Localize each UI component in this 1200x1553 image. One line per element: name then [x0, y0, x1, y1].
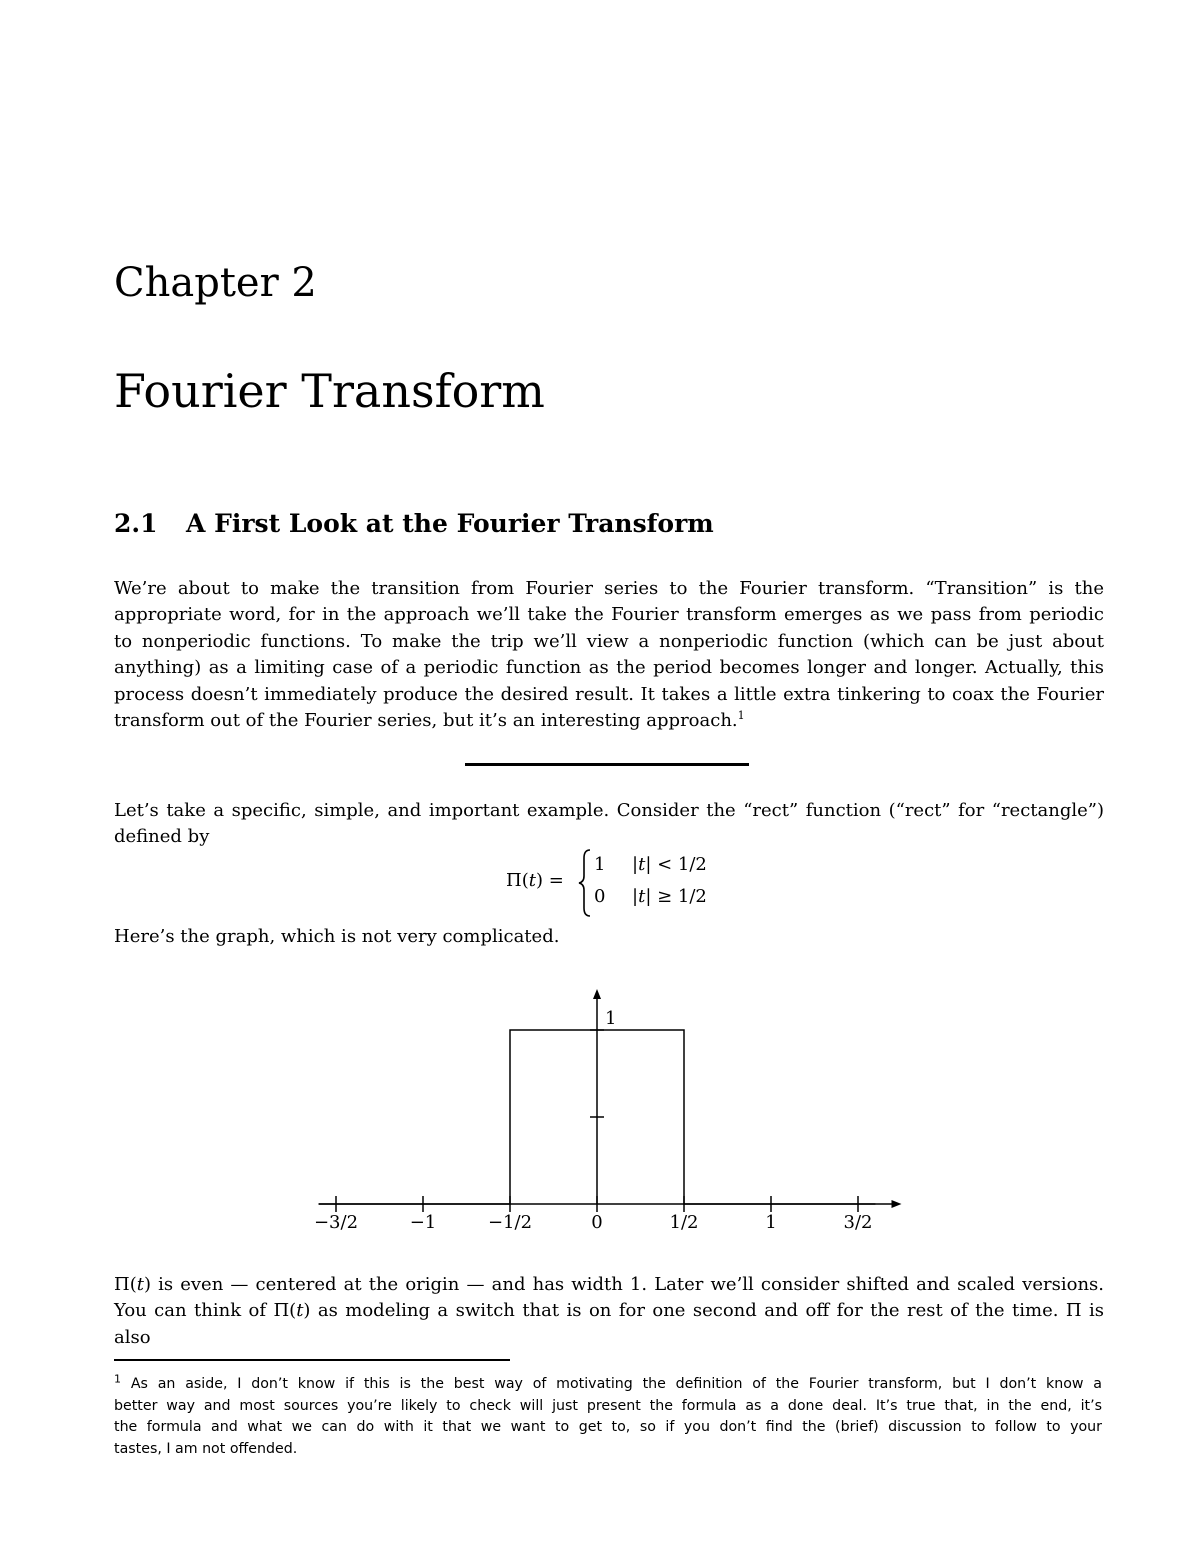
footnote [114, 1374, 1102, 1460]
footnote-mark: 1 [114, 1372, 121, 1386]
x-tick-label: 1 [765, 1212, 777, 1233]
equation-case-row [594, 886, 707, 907]
paragraph-line [114, 708, 1104, 734]
rect-function-chart [0, 975, 1200, 1245]
paragraph-line: to nonperiodic functions. To make the trip we’ll view a nonperiodic function (which can be just about [114, 630, 1104, 652]
x-tick-label: −1 [409, 1212, 437, 1233]
case-value: 0 [594, 886, 606, 907]
rect-equation [506, 848, 746, 918]
footnote-line [114, 1374, 1102, 1396]
paragraph-line: defined by [114, 826, 210, 848]
x-tick-label: −3/2 [313, 1212, 359, 1233]
paragraph-line: Here’s the graph, which is not very complicated. [114, 926, 560, 947]
chapter-label: Chapter 2 [114, 260, 317, 306]
case-condition: |t| < 1/2 [632, 854, 707, 875]
footnote-rule [114, 1359, 510, 1361]
footnote-line: the formula and what we can do with it that we want to get to, so if you don’t find the (brief) discussion to follow to your [114, 1419, 1102, 1436]
paragraph-line: Π(t) is even — centered at the origin — and has width 1. Later we’ll consider shifted and scaled versions. [114, 1274, 1104, 1295]
x-ticks [314, 1196, 873, 1233]
footnote-line: better way and most sources you’re likely to check will just present the formula as a done deal. It’s true that, in the end, it’s [114, 1397, 1102, 1414]
x-tick-label: 3/2 [843, 1212, 873, 1233]
equation-case-row [594, 854, 707, 875]
graph-intro-paragraph [114, 924, 1104, 950]
section-title: A First Look at the Fourier Transform [186, 509, 714, 538]
x-tick-label: 1/2 [669, 1212, 699, 1233]
paragraph-line: You can think of Π(t) as modeling a switch that is on for one second and off for the rest of the time. Π is also [114, 1300, 1104, 1348]
section-heading [114, 508, 714, 540]
y-ticks [590, 1008, 616, 1117]
intro-paragraph [114, 576, 1104, 734]
footnote-ref[interactable]: 1 [737, 709, 745, 723]
chapter-title: Fourier Transform [114, 364, 545, 418]
x-tick-label: −1/2 [487, 1212, 533, 1233]
x-axis-arrow-icon [892, 1200, 902, 1208]
paragraph-line-text: transform out of the Fourier series, but it’s an interesting approach. [114, 710, 738, 732]
properties-paragraph [114, 1272, 1104, 1351]
paragraph-line: We’re about to make the transition from Fourier series to the Fourier transform. “Transition” is the [114, 578, 1104, 599]
y-axis-arrow-icon [593, 989, 601, 999]
case-value: 1 [594, 854, 606, 875]
x-tick-label: 0 [591, 1212, 603, 1233]
paragraph-line: process doesn’t immediately produce the desired result. It takes a little extra tinkering to coax the Fourier [114, 683, 1104, 705]
section-divider [465, 763, 749, 766]
footnote-line: tastes, I am not offended. [114, 1440, 298, 1457]
rect-intro-paragraph [114, 798, 1104, 851]
case-condition: |t| ≥ 1/2 [632, 886, 707, 907]
footnote-line-text: As an aside, I don’t know if this is the best way of motivating the definition of the Fourier transform, but I don’t know a [130, 1376, 1102, 1392]
paragraph-line: Let’s take a specific, simple, and important example. Consider the “rect” function (“rect” for “rectangle”) [114, 800, 1104, 821]
y-tick-label: 1 [605, 1008, 617, 1029]
paragraph-line: appropriate word, for in the approach we’ll take the Fourier transform emerges as we pass from periodic [114, 604, 1104, 626]
section-number: 2.1 [114, 509, 158, 538]
left-brace-icon [578, 848, 592, 918]
paragraph-line: anything) as a limiting case of a periodic function as the period becomes longer and longer. Actually, this [114, 657, 1104, 679]
equation-lhs: Π(t) = [506, 870, 564, 891]
